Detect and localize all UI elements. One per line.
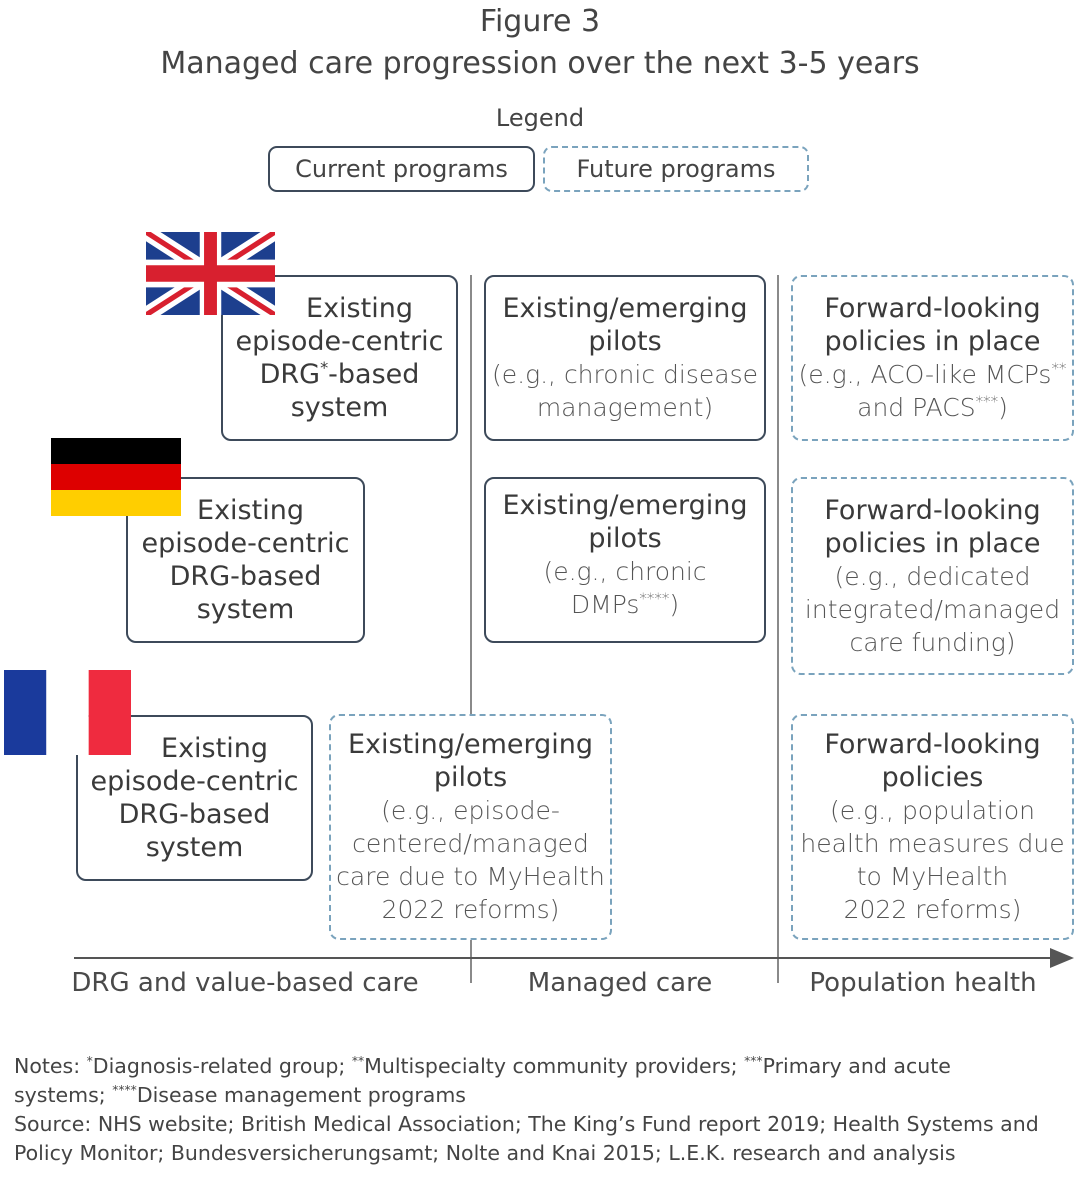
figure-title: Managed care progression over the next 3-5 years — [160, 46, 920, 81]
de-population-sub3: care funding) — [849, 627, 1016, 657]
uk-flag-icon — [146, 232, 275, 315]
fr-drg-line3: DRG-based — [118, 799, 271, 830]
de-drg-line4: system — [196, 594, 295, 625]
uk-population-box — [791, 275, 1074, 441]
source-line1: Source: NHS website; British Medical Association; The King’s Fund report 2019; Health Systems and — [14, 1112, 1039, 1136]
uk-population-line2: policies in place — [824, 326, 1041, 357]
uk-managed-box — [484, 275, 766, 441]
legend-future-programs — [543, 146, 809, 192]
fr-managed-line2: pilots — [433, 762, 508, 793]
fr-drg-line2: episode-centric — [90, 766, 299, 797]
fr-managed-line1: Existing/emerging — [347, 729, 594, 760]
fr-managed-sub3: care due to MyHealth — [336, 862, 605, 891]
de-drg-line1: Existing — [197, 495, 304, 526]
figure-number: Figure 3 — [479, 4, 601, 39]
source-line2: Policy Monitor; Bundesversicherungsamt; Nolte and Knai 2015; L.E.K. research and analysis — [14, 1141, 956, 1165]
notes — [14, 1052, 1074, 1168]
de-managed-box — [484, 477, 766, 643]
fr-managed-sub2: centered/managed — [352, 829, 589, 858]
uk-drg-line4: system — [290, 392, 389, 423]
de-managed-line1: Existing/emerging — [502, 490, 748, 521]
axis-label-managed-care: Managed care — [527, 968, 713, 998]
legend-current-programs — [268, 146, 535, 192]
fr-population-box — [791, 714, 1074, 940]
de-population-box — [791, 477, 1074, 675]
legend-current-label: Current programs — [295, 155, 508, 183]
fr-population-line1: Forward-looking — [824, 729, 1041, 760]
fr-drg-line1: Existing — [161, 733, 268, 764]
uk-managed-sub1: (e.g., chronic disease — [492, 360, 758, 389]
de-drg-line2: episode-centric — [141, 528, 350, 559]
de-managed-sub1: (e.g., chronic DMPs****) — [543, 557, 707, 619]
legend-future-label: Future programs — [576, 155, 776, 183]
progression-axis-arrow — [74, 946, 1076, 970]
fr-population-sub2: health measures due — [800, 829, 1065, 858]
fr-managed-box — [329, 714, 612, 940]
uk-population-line1: Forward-looking — [824, 293, 1041, 324]
uk-population-sub1: (e.g., ACO-like MCPs** — [798, 359, 1067, 389]
uk-drg-line2: episode-centric — [235, 326, 444, 357]
de-population-line1: Forward-looking — [824, 494, 1041, 526]
de-population-line2: policies in place — [824, 527, 1041, 559]
fr-drg-line4: system — [145, 832, 244, 863]
uk-population-sub2: and PACS***) — [857, 392, 1008, 422]
notes-line2: systems; ****Disease management programs — [14, 1083, 466, 1107]
uk-drg-line1: Existing — [306, 293, 413, 324]
fr-population-line2: policies — [881, 762, 984, 793]
france-flag-icon — [4, 670, 131, 755]
de-managed-line2: pilots — [588, 523, 662, 554]
uk-managed-line2: pilots — [588, 326, 662, 357]
uk-drg-line3: DRG*-based — [259, 358, 420, 390]
fr-managed-sub4: 2022 reforms) — [381, 895, 560, 924]
stage-divider-2 — [777, 275, 779, 983]
notes-line1: Notes: *Diagnosis-related group; **Multispecialty community providers; ***Primary and acute — [14, 1054, 951, 1078]
de-population-sub2: integrated/managed — [804, 594, 1061, 624]
uk-managed-sub2: management) — [536, 393, 714, 422]
uk-managed-line1: Existing/emerging — [502, 293, 748, 324]
de-population-sub1: (e.g., dedicated — [834, 561, 1031, 591]
axis-label-population-health: Population health — [809, 968, 1037, 998]
fr-population-sub3: to MyHealth — [856, 862, 1009, 891]
fr-managed-sub1: (e.g., episode- — [381, 796, 560, 825]
fr-population-sub4: 2022 reforms) — [843, 895, 1022, 924]
axis-label-drg: DRG and value-based care — [71, 968, 419, 998]
germany-flag-icon — [51, 438, 181, 516]
de-drg-line3: DRG-based — [169, 561, 322, 592]
fr-population-sub1: (e.g., population — [830, 796, 1035, 825]
legend-label: Legend — [495, 104, 585, 132]
